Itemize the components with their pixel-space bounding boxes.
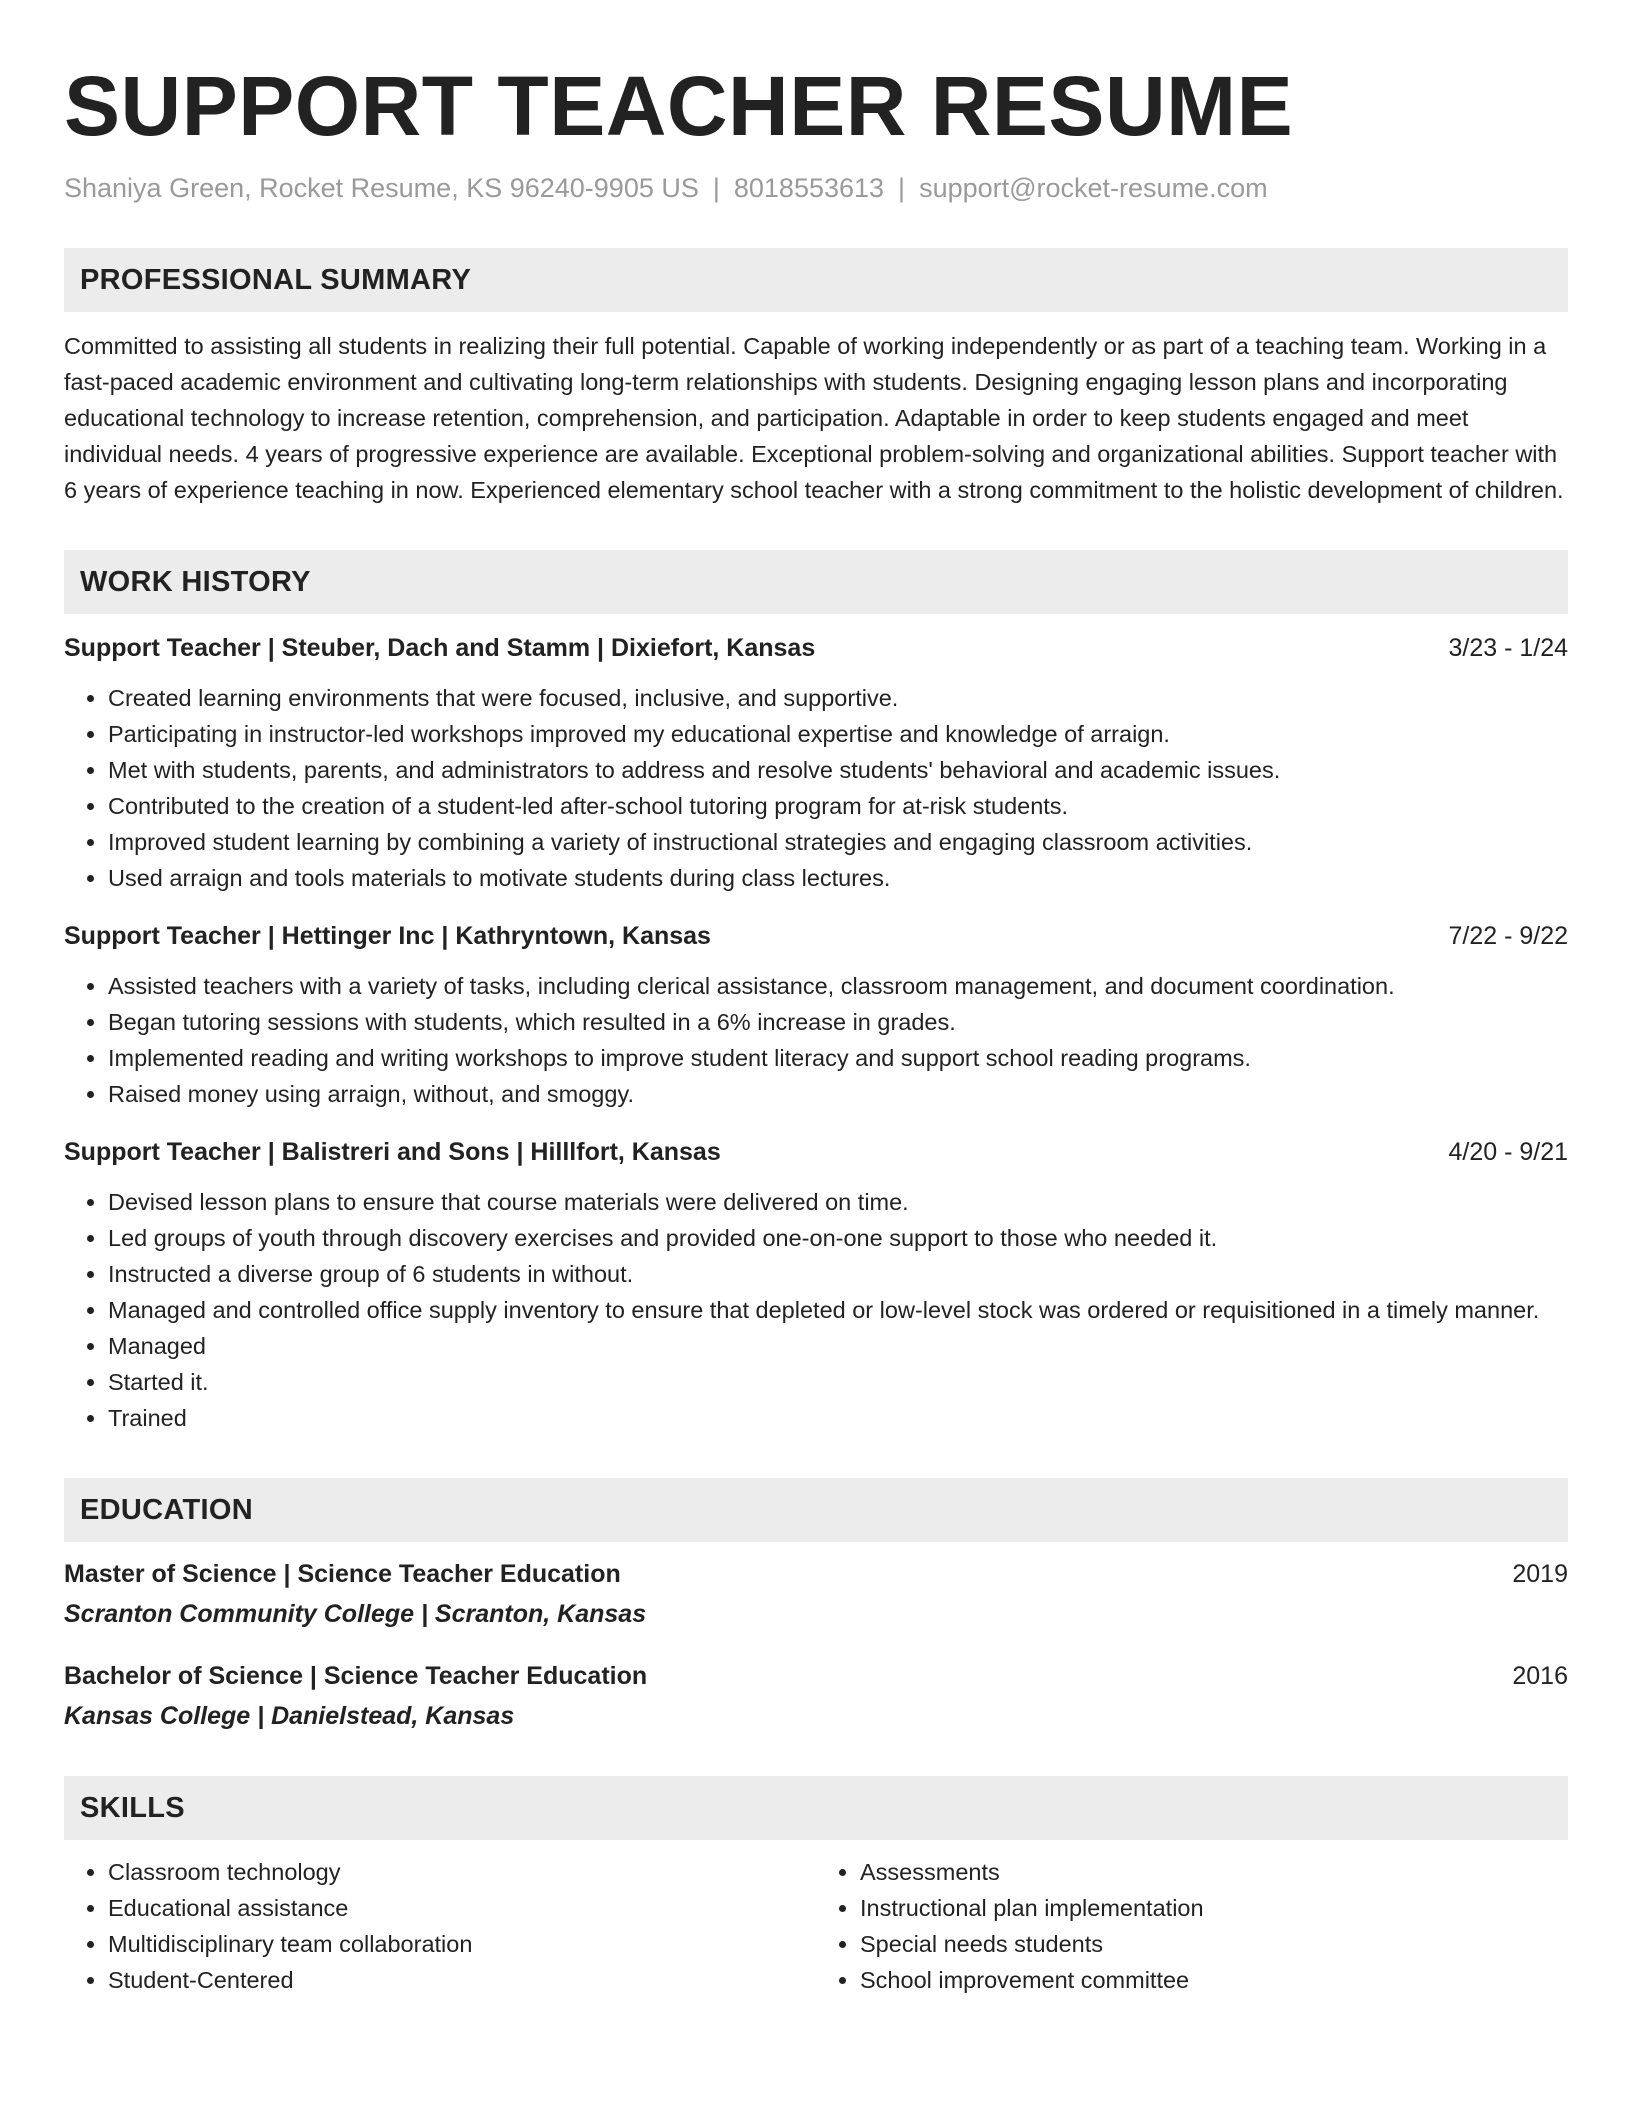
list-item: • Trained [108, 1400, 1568, 1436]
skills-left-column [64, 1854, 816, 1998]
list-item: • Started it. [108, 1364, 1568, 1400]
school-name: Kansas College | Danielstead, Kansas [64, 1702, 515, 1730]
list-item: • Participating in instructor-led workshops improved my educational expertise and knowledge of arraign. [108, 716, 1568, 752]
list-item: • Led groups of youth through discovery exercises and provided one-on-one support to those who needed it. [108, 1220, 1568, 1256]
list-item: • Special needs students [860, 1926, 1568, 1962]
education-header [64, 1556, 1568, 1592]
job-dates: 3/23 - 1/24 [1448, 634, 1568, 662]
job-header [64, 918, 1568, 954]
list-item: • Managed and controlled office supply inventory to ensure that depleted or low-level stock was ordered or requisitioned in a timely manner. [108, 1292, 1568, 1328]
section-heading-work: WORK HISTORY [64, 550, 1568, 614]
job-bullets [64, 1184, 1568, 1436]
list-item: • Assisted teachers with a variety of tasks, including clerical assistance, classroom management, and document coordination. [108, 968, 1568, 1004]
list-item: • Managed [108, 1328, 1568, 1364]
list-item: • School improvement committee [860, 1962, 1568, 1998]
list-item: • Educational assistance [108, 1890, 816, 1926]
education-entry [64, 1556, 1568, 1632]
list-item: • Student-Centered [108, 1962, 816, 1998]
list-item: • Improved student learning by combining a variety of instructional strategies and engaging classroom activities. [108, 824, 1568, 860]
job-title: Support Teacher | Steuber, Dach and Stamm | Dixiefort, Kansas [64, 634, 816, 662]
list-item: • Used arraign and tools materials to motivate students during class lectures. [108, 860, 1568, 896]
list-item: • Multidisciplinary team collaboration [108, 1926, 816, 1962]
education-entry [64, 1658, 1568, 1734]
resume-title: SUPPORT TEACHER RESUME [64, 59, 1294, 153]
section-heading-education: EDUCATION [64, 1478, 1568, 1542]
section-heading-summary: PROFESSIONAL SUMMARY [64, 248, 1568, 312]
education-header [64, 1658, 1568, 1694]
job-entry [64, 918, 1568, 1112]
list-item: • Devised lesson plans to ensure that course materials were delivered on time. [108, 1184, 1568, 1220]
section-heading-skills: SKILLS [64, 1776, 1568, 1840]
list-item: • Implemented reading and writing workshops to improve student literacy and support school reading programs. [108, 1040, 1568, 1076]
list-item: • Created learning environments that were focused, inclusive, and supportive. [108, 680, 1568, 716]
contact-separator: | [712, 173, 720, 203]
contact-separator: | [898, 173, 906, 203]
list-item: • Classroom technology [108, 1854, 816, 1890]
contact-address: Shaniya Green, Rocket Resume, KS 96240-9905 US [64, 173, 699, 203]
list-item: • Met with students, parents, and administrators to address and resolve students' behavioral and academic issues. [108, 752, 1568, 788]
job-title: Support Teacher | Balistreri and Sons | Hilllfort, Kansas [64, 1138, 721, 1166]
list-item: • Instructed a diverse group of 6 students in without. [108, 1256, 1568, 1292]
degree-title: Bachelor of Science | Science Teacher Education [64, 1662, 648, 1690]
contact-line [64, 170, 1568, 206]
contact-email: support@rocket-resume.com [919, 173, 1268, 203]
list-item: • Began tutoring sessions with students, which resulted in a 6% increase in grades. [108, 1004, 1568, 1040]
job-dates: 7/22 - 9/22 [1448, 922, 1568, 950]
degree-title: Master of Science | Science Teacher Education [64, 1560, 621, 1588]
job-entry [64, 630, 1568, 896]
school-name: Scranton Community College | Scranton, Kansas [64, 1600, 647, 1628]
list-item: • Contributed to the creation of a student-led after-school tutoring program for at-risk students. [108, 788, 1568, 824]
job-title: Support Teacher | Hettinger Inc | Kathryntown, Kansas [64, 922, 711, 950]
skills-columns [64, 1854, 1568, 1998]
skills-right-column [816, 1854, 1568, 1998]
job-bullets [64, 968, 1568, 1112]
job-header [64, 1134, 1568, 1170]
list-item: • Instructional plan implementation [860, 1890, 1568, 1926]
summary-text: Committed to assisting all students in realizing their full potential. Capable of working independently or as part of a teaching team. Working in a fast-paced academic environment and cultivating long-term relationships with students. Designing engaging lesson plans and incorporating educational technology to increase retention, comprehension, and participation. Adaptable in order to keep students engaged and meet individual needs. 4 years of progressive experience are available. Exceptional problem-solving and organizational abilities. Support teacher with 6 years of experience teaching in now. Experienced elementary school teacher with a strong commitment to the holistic development of children. [64, 333, 1564, 503]
graduation-year: 2019 [1512, 1560, 1568, 1588]
job-dates: 4/20 - 9/21 [1448, 1138, 1568, 1166]
job-bullets [64, 680, 1568, 896]
list-item: • Assessments [860, 1854, 1568, 1890]
job-header [64, 630, 1568, 666]
graduation-year: 2016 [1512, 1662, 1568, 1690]
list-item: • Raised money using arraign, without, and smoggy. [108, 1076, 1568, 1112]
job-entry [64, 1134, 1568, 1436]
contact-phone: 8018553613 [733, 173, 885, 203]
